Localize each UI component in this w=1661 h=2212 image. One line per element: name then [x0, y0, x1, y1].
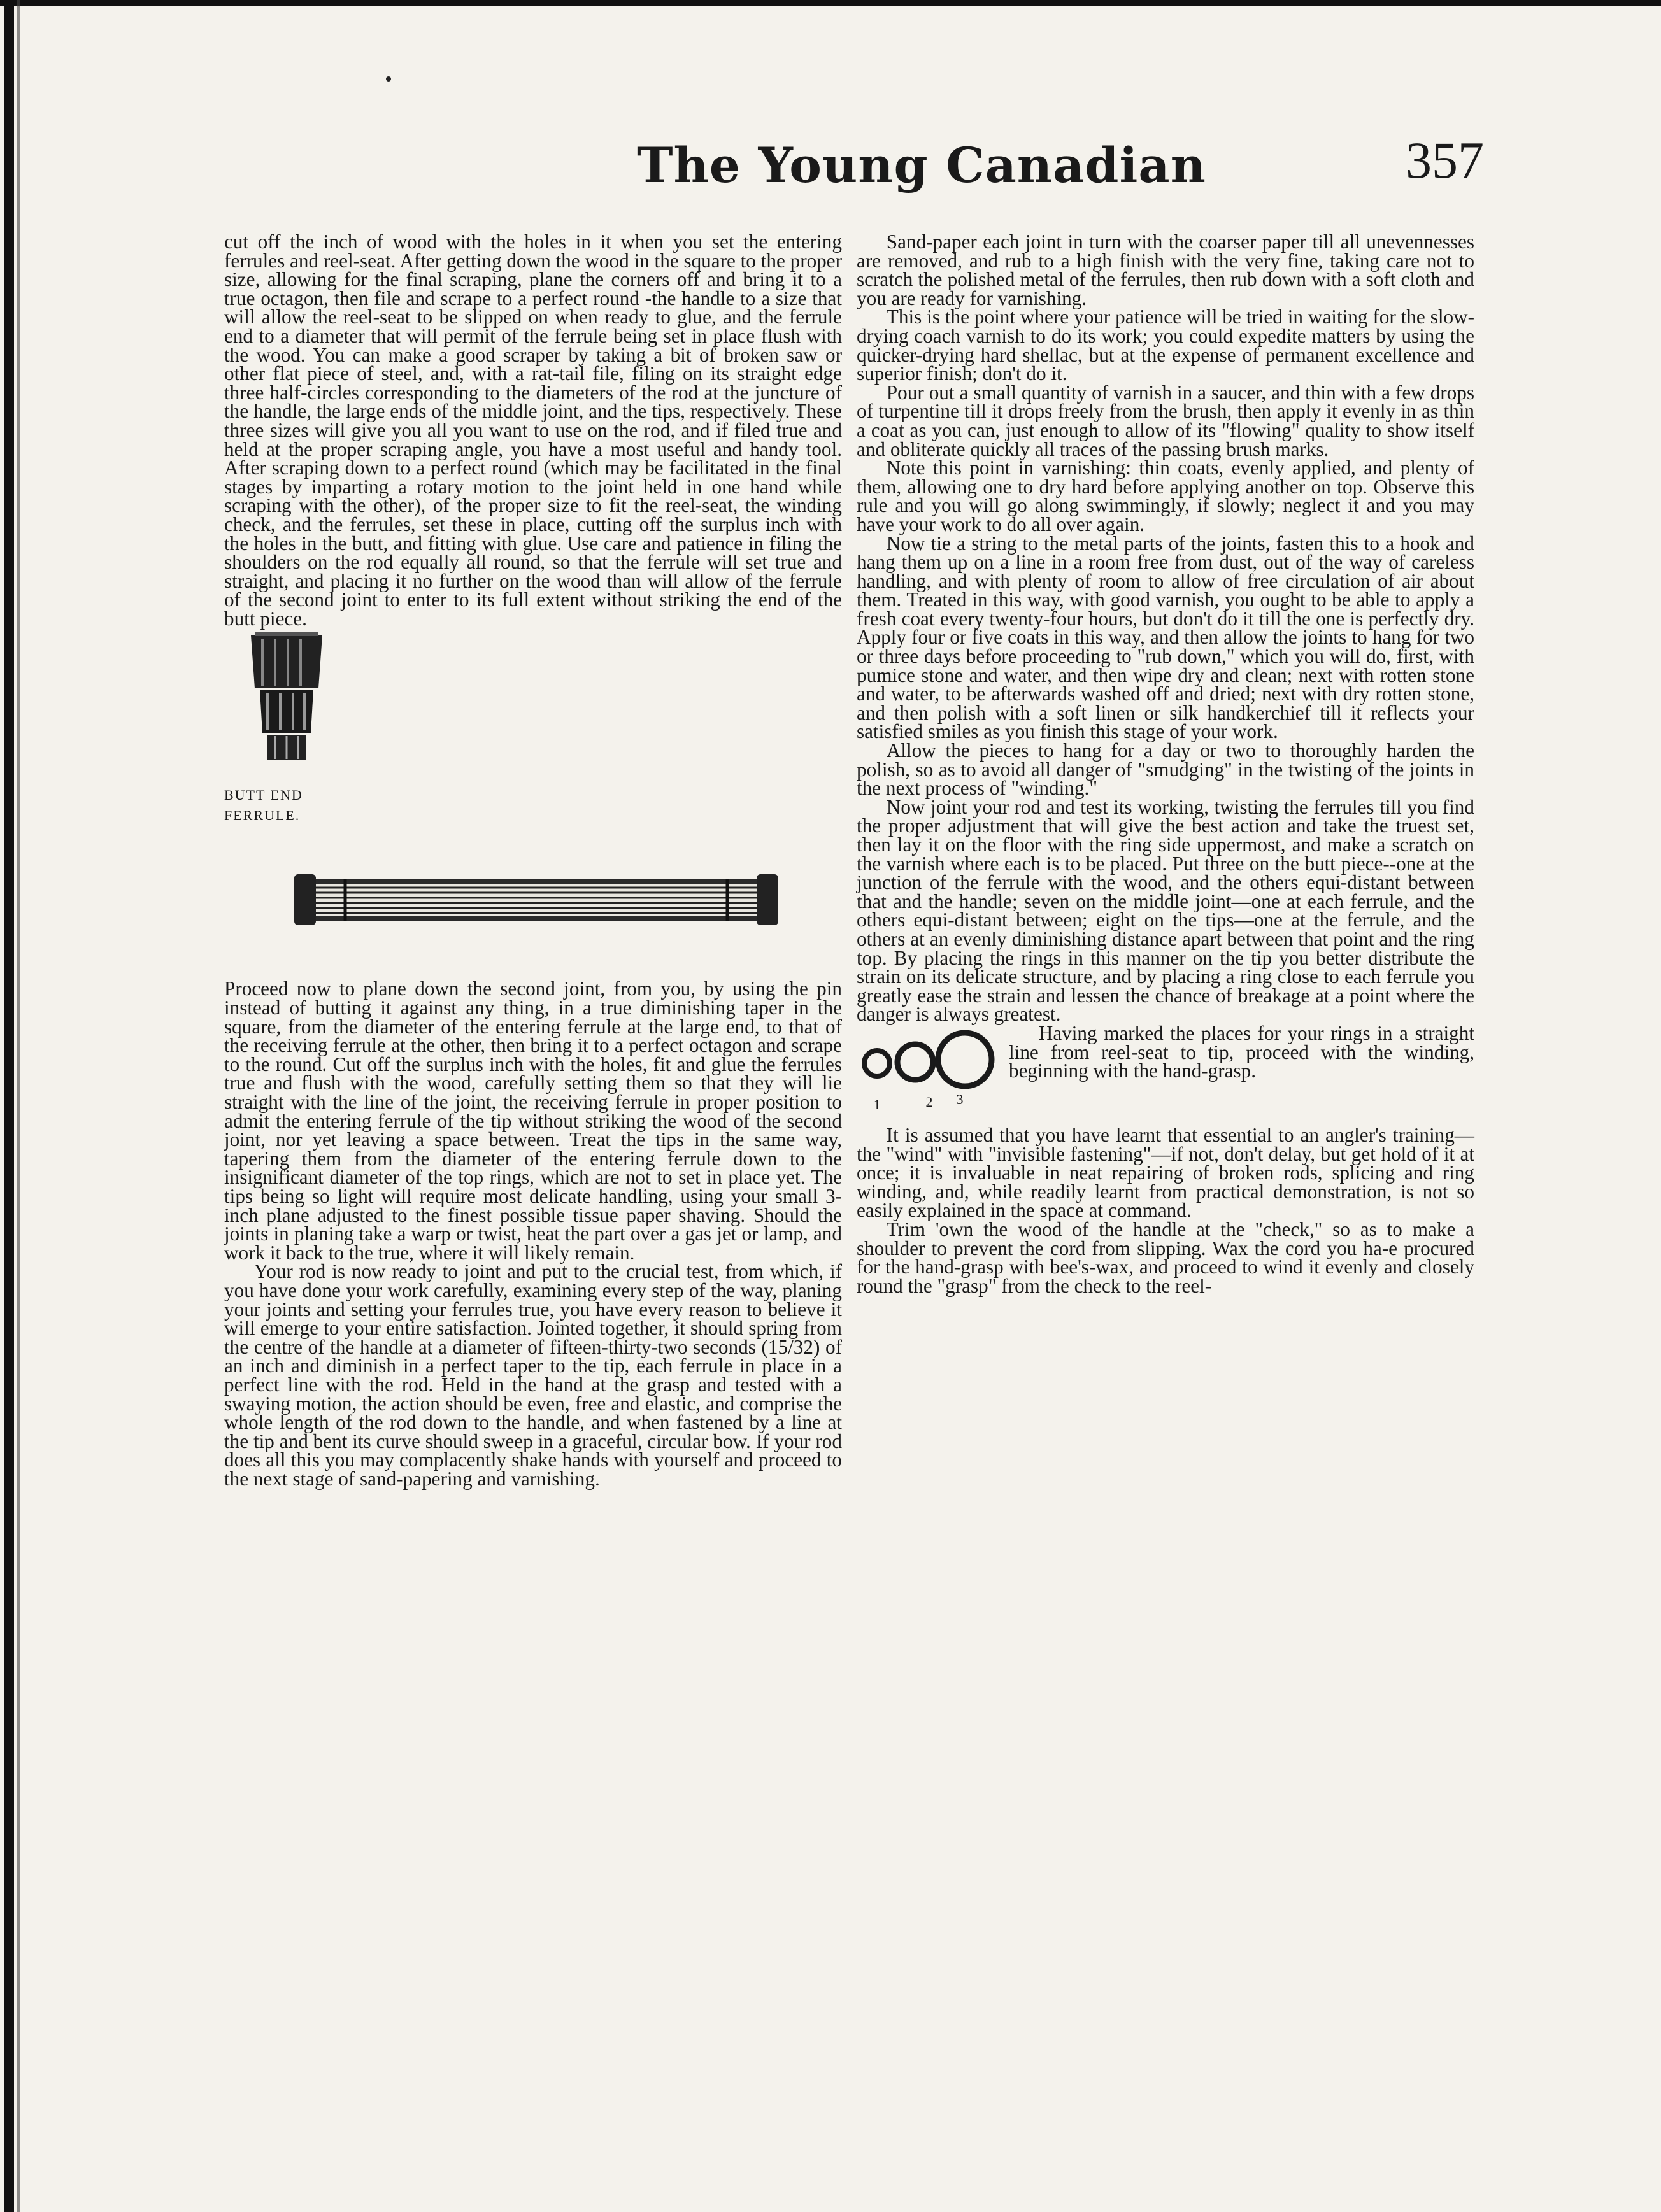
right-paragraph-9: It is assumed that you have learnt that essential to an angler's training—the "wind" with "invisible fastening"—if not, don't delay, but get hold of it at once; it is invaluable in neat repairing of broken rods, splicing and ring winding, and, while readily learnt from practical demonstration, is not so easily explained in the space at command.: [857, 1123, 1474, 1222]
right-paragraph-4: Note this point in varnishing: thin coats, evenly applied, and plenty of them, allowing one to dry hard before applying another on top. Observe this rule and you will go along swimmingly, if slowly; neglect it and you may have your work to do all over again.: [857, 457, 1474, 535]
right-paragraph-7: Now joint your rod and test its working, twisting the ferrules till you find the proper adjustment that will give the best action and take the truest set, then lay it on the floor with the ring side uppermost, and make a scratch on the varnish where each is to be placed. Put three on the butt piece--one at the junction of the ferrule with the wood, and the others equi-distant between that and the handle; seven on the middle joint—one at each ferrule, and the others equi-distant between; eight on the tips—one at the ferrule, and the others at an evenly diminishing distance apart between that point and the ring top. By placing the rings in this manner on the tip you better distribute the strain on its delicate structure, and by placing a ring close to each ferrule you greatly ease the strain and lessen the chance of breakage at a point where the danger is always greatest.: [857, 795, 1474, 1026]
right-paragraph-8: Having marked the places for your rings in a straight line from reel-seat to tip, proceed with the winding, beginning with the hand-grasp.: [1009, 1023, 1474, 1082]
right-paragraph-1: Sand-paper each joint in turn with the coarser paper till all unevennesses are removed, and rub to a high finish with the very fine, taking care not to scratch the polished metal of the ferrules, then rub down with a soft cloth and you are ready for varnishing.: [857, 230, 1474, 309]
right-paragraph-10: Trim 'own the wood of the handle at the "check," so as to make a shoulder to prevent the cord from slipping. Wax the cord you ha-e procured for the hand-grasp with bee's-wax, and proceed to wind it evenly and closely round the "grasp" from the check to the reel-: [857, 1217, 1474, 1297]
rod-joint-illustration: [288, 865, 785, 935]
left-border-shadow: [17, 0, 20, 2212]
left-paragraph-3: [224, 1262, 842, 1488]
left-p1-text: cut off the inch of wood with the holes in it when you set the entering ferrules and reel-seat. After getting down the wood in the square to the proper size, allowing for the final scraping, plane the corners off and bring it to a true octagon, then file and scrape to a perfect round -the handle to a size that will allow the reel-seat to be slipped on when ready to glue, and the ferrule end to a diameter that will permit of the ferrule being set in place flush with the wood. You can make a good scraper by taking a bit of broken saw or other flat piece of steel, and, with a rat-tail file, filing on its straight edge three half-circles corresponding to the diameters of the rod at the juncture of the handle, the large ends of the middle joint, and the tips, respectively. These three sizes will give you all you want to use on the rod, and if filed true and held at the proper scraping angle, you have a most useful and handy tool. After scraping down to a perfect round (which may be facilitated in the final stages by imparting a rotary motion to the joint held in one hand while scraping with the other), of the proper size to fit the reel-seat, the winding check, and the ferrules, set these in place, cutting off the surplus inch with the holes in the butt, and fitting with glue. Use care and patience in filing the shoulders on the rod equally all round, so that the ferrule will set true and straight, and placing it no further on the wood than will allow of the ferrule of the second joint to enter to its full extent without striking the end of the butt piece.: [224, 230, 842, 630]
ferrule-figure-block: [224, 628, 842, 844]
ferrule-caption-line-1: BUTT END: [224, 787, 303, 804]
right-paragraph-6: Allow the pieces to hang for a day or two to thoroughly harden the polish, so as to avoid all danger of "smudging" in the twisting of the joints in the next process of "winding.": [857, 739, 1474, 800]
ring-label-1: 1: [873, 1096, 882, 1112]
top-border-rule: [0, 0, 1661, 6]
right-paragraph-5: Now tie a string to the metal parts of the joints, fasten this to a hook and hang them up on a line in a room free from dust, out of the way of careless handling, and with plenty of room to allow of free circulation of air about them. Treated in this way, with good varnish, you ought to be able to apply a fresh coat every twenty-four hours, but don't do it till the one is perfectly dry. Apply four or five coats in this way, and then allow the joints to hang for two or three days before proceeding to "rub down," which you will do, first, with pumice stone and water, and then wipe dry and clean; next with rotten stone and water, to be afterwards washed off and dried; next with dry rotten stone, and then polish with a soft linen or silk handkerchief till it reflects your satisfied smiles as you finish this stage of your work.: [857, 532, 1474, 743]
page-number: 357: [1406, 131, 1484, 189]
print-speck: [386, 76, 391, 82]
right-column: [857, 232, 1474, 1295]
right-paragraph-3: Pour out a small quantity of varnish in a saucer, and thin with a few drops of turpentine till it drops freely from the brush, then apply it evenly in as thin a coat as you can, just enough to allow of its "flowing" quality to show itself and obliterate quickly all traces of the passing brush marks.: [857, 381, 1474, 460]
rings-figure-block: [857, 1024, 1474, 1126]
masthead-title: The Young Canadian: [637, 137, 1206, 194]
butt-end-ferrule-figure: [224, 628, 348, 844]
rod-figure-area: [224, 839, 842, 979]
ferrule-caption-line-2: FERRULE.: [224, 807, 301, 824]
rings-figure: [857, 1024, 1000, 1126]
ring-label-3: 3: [956, 1091, 965, 1107]
butt-end-ferrule-illustration: [242, 628, 331, 762]
left-paragraph-2: [224, 979, 842, 1262]
left-p2-text: Proceed now to plane down the second joint, from you, by using the pin instead of butting it against any thing, in a true diminishing taper in the square, from the diameter of the entering ferrule at the large end, to that of the receiving ferrule at the other, then bring it to a perfect octagon and scrape to the round. Cut off the surplus inch with the holes, fit and glue the ferrules true and flush with the wood, carefully setting them so that they will lie straight with the line of the joint, the receiving ferrule in proper position to admit the entering ferrule of the tip without striking the wood of the second joint, nor yet leaving a space between. Treat the tips in the same way, tapering them from the diameter of the entering ferrule down to the insignificant diameter of the top rings, which are not to set in place yet. The tips being so light will require most delicate handling, using your small 3-inch plane adjusted to the finest possible tissue paper shaving. Should the joints in planing take a warp or twist, heat the part over a gas jet or lamp, and work it back to the true, where it will likely remain.: [224, 977, 842, 1264]
right-paragraph-2: This is the point where your patience will be tried in waiting for the slow-drying coach varnish to do its work; you could expedite matters by using the quicker-drying hard shellac, but at the expense of permanent excellence and superior finish; don't do it.: [857, 306, 1474, 385]
ring-label-2: 2: [925, 1093, 934, 1110]
left-border-rule: [4, 0, 14, 2212]
left-column: [224, 232, 842, 1489]
left-p3-text: Your rod is now ready to joint and put to the crucial test, from which, if you have done your work carefully, examining every step of the way, planing your joints and setting your ferrules true, you have every reason to believe it will emerge to your entire satisfaction. Jointed together, it should spring from the centre of the handle at a diameter of fifteen-thirty-two seconds (15/32) of an inch and diminish in a perfect taper to the tip, each ferrule in place in a perfect line with the rod. Held in the hand at the grasp and tested with a swaying motion, the action should be even, free and elastic, and comprise the whole length of the rod down to the handle, and when fastened by a line at the tip and bent its curve should sweep in a graceful, circular bow. If your rod does all this you may complacently shake hands with yourself and proceed to the next stage of sand-papering and varnishing.: [224, 1260, 842, 1490]
left-paragraph-1: [224, 232, 842, 628]
